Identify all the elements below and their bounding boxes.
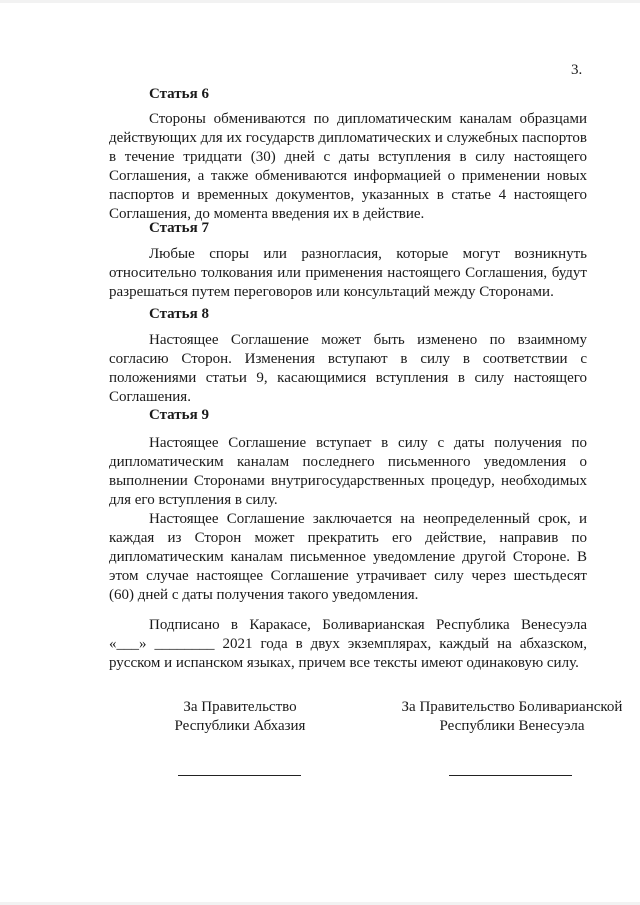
article-9-paragraph-1: Настоящее Соглашение вступает в силу с даты получения по дипломатическим каналам последнего письменного уведомления о выполнении Сторонами внутригосударственных процедур, необходимых для его вступления в силу.: [109, 435, 587, 508]
signature-line-right: [449, 775, 572, 776]
article-9-heading: Статья 9: [149, 407, 209, 423]
article-6-body: [109, 110, 587, 224]
article-7-paragraph: Любые споры или разногласия, которые могут возникнуть относительно толкования или применения настоящего Соглашения, будут разрешаться путем переговоров или консультаций между Сторонами.: [109, 246, 587, 300]
article-7-heading: Статья 7: [149, 220, 209, 236]
article-7-body: [109, 245, 587, 302]
signatory-right-line1: За Правительство Боливарианской: [401, 699, 623, 715]
article-9-paragraph-2: Настоящее Соглашение заключается на неопределенный срок, и каждая из Сторон может прекратить его действие, направив по дипломатическим каналам письменное уведомление другой Стороне. В этом случае настоящее Соглашение утрачивает силу через шестьдесят (60) дней с даты получения такого уведомления.: [109, 511, 587, 603]
article-9-body: [109, 434, 587, 605]
signing-paragraph: Подписано в Каракасе, Боливарианская Республика Венесуэла «___» ________ 2021 года в двух экземплярах, каждый на абхазском, русском и испанском языках, причем все тексты имеют одинаковую силу.: [109, 617, 587, 671]
signatory-right: [392, 698, 632, 736]
signatory-left: [140, 698, 340, 736]
article-6-paragraph: Стороны обмениваются по дипломатическим каналам образцами действующих для их государств дипломатических и служебных паспортов в течение тридцати (30) дней с даты вступления в силу настоящего Соглашения, а также обмениваются информацией о применении новых паспортов и временных документов, указанных в статье 4 настоящего Соглашения, до момента введения их в действие.: [109, 111, 587, 222]
signing-block: [109, 616, 587, 673]
page-number: 3.: [571, 62, 583, 78]
article-8-heading: Статья 8: [149, 306, 209, 322]
article-8-paragraph: Настоящее Соглашение может быть изменено по взаимному согласию Сторон. Изменения вступают в силу в соответствии с положениями статьи 9, касающимися вступления в силу настоящего Соглашения.: [109, 332, 587, 405]
signatory-right-line2: Республики Венесуэла: [439, 718, 585, 734]
article-8-body: [109, 331, 587, 407]
article-6-heading: Статья 6: [149, 86, 209, 102]
scan-artifact-top: [0, 0, 640, 3]
signature-line-left: [178, 775, 301, 776]
signatory-left-line1: За Правительство: [183, 699, 297, 715]
signatory-left-line2: Республики Абхазия: [174, 718, 306, 734]
